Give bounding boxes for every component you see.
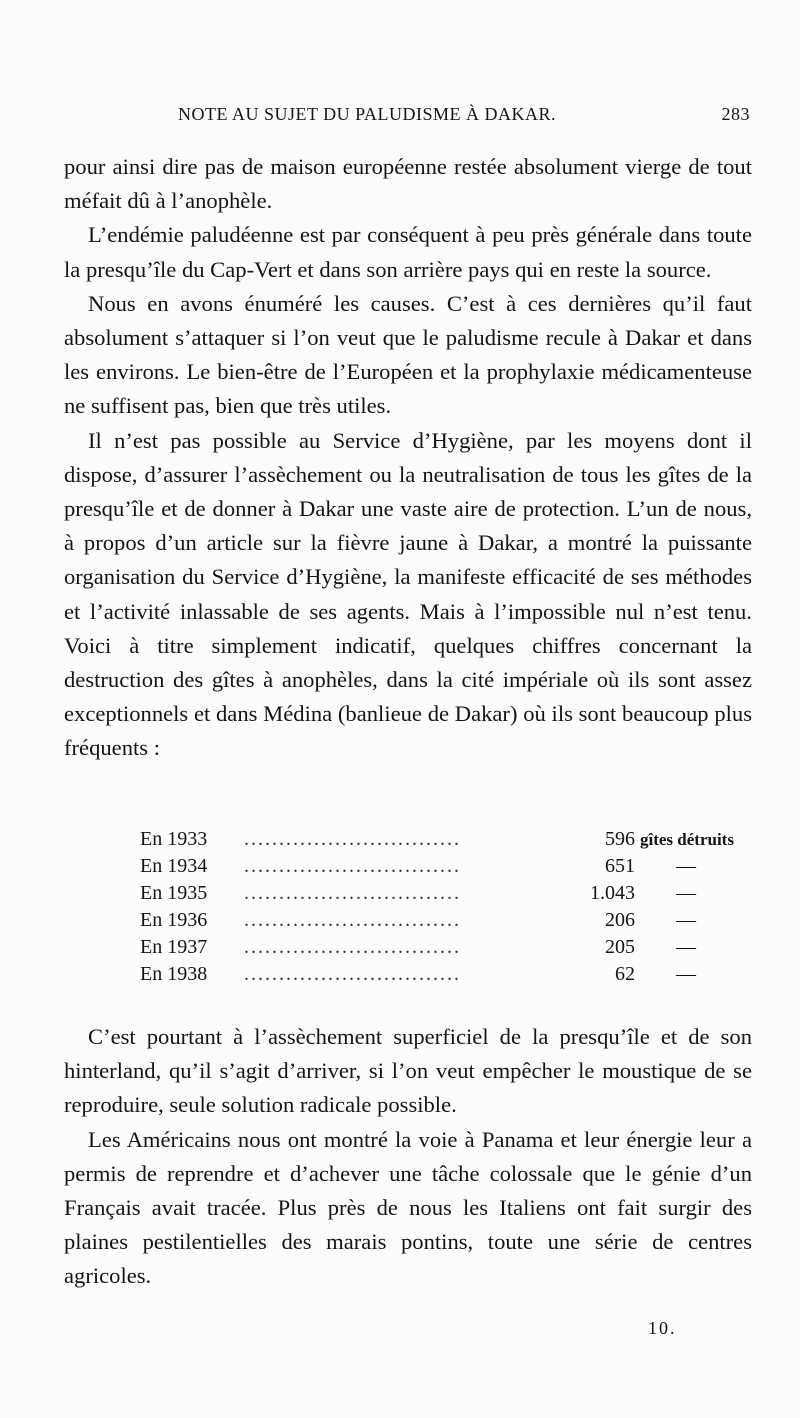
table-row (140, 826, 734, 853)
body-text-after (64, 1020, 752, 1294)
paragraph: Il n’est pas possible au Service d’Hygiène, par les moyens dont il dispose, d’assurer l’assèchement ou la neutralisation de tous les gîtes de la presqu’île et de donner à Dakar une vaste aire de protection. L’un de nous, à propos d’un article sur la fièvre jaune à Dakar, a montré la puissante organisation du Service d’Hygiène, la manifeste efficacité de ses méthodes et l’activité inlassable de ses agents. Mais à l’impossible nul n’est tenu. Voici à titre simplement indicatif, quelques chiffres concernant la destruction des gîtes à anophèles, dans la cité impériale où ils sont assez exceptionnels et dans Médina (banlieue de Dakar) où ils sont beaucoup plus fréquents : (64, 427, 752, 761)
leader-dots: ............................... (244, 909, 461, 931)
table-row (140, 907, 696, 934)
row-year: En 1938 (140, 963, 208, 985)
leader-dots: ............................... (244, 882, 461, 904)
destruction-table (140, 826, 734, 988)
table-row (140, 880, 696, 907)
paragraph: Nous en avons énuméré les causes. C’est à ces dernières qu’il faut absolument s’attaquer si l’on veut que le paludisme recule à Dakar et dans les environs. Le bien-être de l’Européen et la prophylaxie médicamenteuse ne suffisent pas, bien que très utiles. (64, 290, 752, 419)
row-year: En 1934 (140, 855, 208, 877)
row-count: 206 (560, 907, 635, 934)
ditto-dash: — (676, 936, 696, 958)
row-count: 205 (560, 934, 635, 961)
row-year: En 1933 (140, 828, 208, 850)
signature-mark: 10. (648, 1318, 677, 1338)
running-title: NOTE AU SUJET DU PALUDISME À DAKAR. (178, 104, 557, 124)
paragraph: Les Américains nous ont montré la voie à Panama et leur énergie leur a permis de reprendre et d’achever une tâche colossale que le génie d’un Français avait tracée. Plus près de nous les Italiens ont fait surgir des plaines pestilentielles des marais pontins, toute une série de centres agricoles. (64, 1126, 752, 1289)
row-count: 62 (560, 961, 635, 988)
row-count: 596 (560, 826, 635, 853)
row-count: 651 (560, 853, 635, 880)
row-unit: gîtes détruits (640, 830, 734, 849)
paragraph: L’endémie paludéenne est par conséquent à peu près générale dans toute la presqu’île du Cap-Vert et dans son arrière pays qui en reste la source. (64, 222, 752, 282)
row-year: En 1937 (140, 936, 208, 958)
leader-dots: ............................... (244, 855, 461, 877)
ditto-dash: — (676, 909, 696, 931)
page-number: 283 (721, 104, 750, 124)
row-year: En 1936 (140, 909, 208, 931)
leader-dots: ............................... (244, 936, 461, 958)
paragraph: C’est pourtant à l’assèchement superficiel de la presqu’île et de son hinterland, qu’il s’agit d’arriver, si l’on veut empêcher le moustique de se reproduire, seule solution radicale possible. (64, 1024, 752, 1118)
ditto-dash: — (676, 882, 696, 904)
ditto-dash: — (676, 963, 696, 985)
table-row (140, 853, 696, 880)
paragraph: pour ainsi dire pas de maison européenne restée absolument vierge de tout méfait dû à l’anophèle. (64, 154, 752, 214)
table-row (140, 934, 696, 961)
table-row (140, 961, 696, 988)
leader-dots: ............................... (244, 963, 461, 985)
leader-dots: ............................... (244, 828, 461, 850)
ditto-dash: — (676, 855, 696, 877)
row-year: En 1935 (140, 882, 208, 904)
body-text-before (64, 150, 752, 766)
row-count: 1.043 (560, 880, 635, 907)
